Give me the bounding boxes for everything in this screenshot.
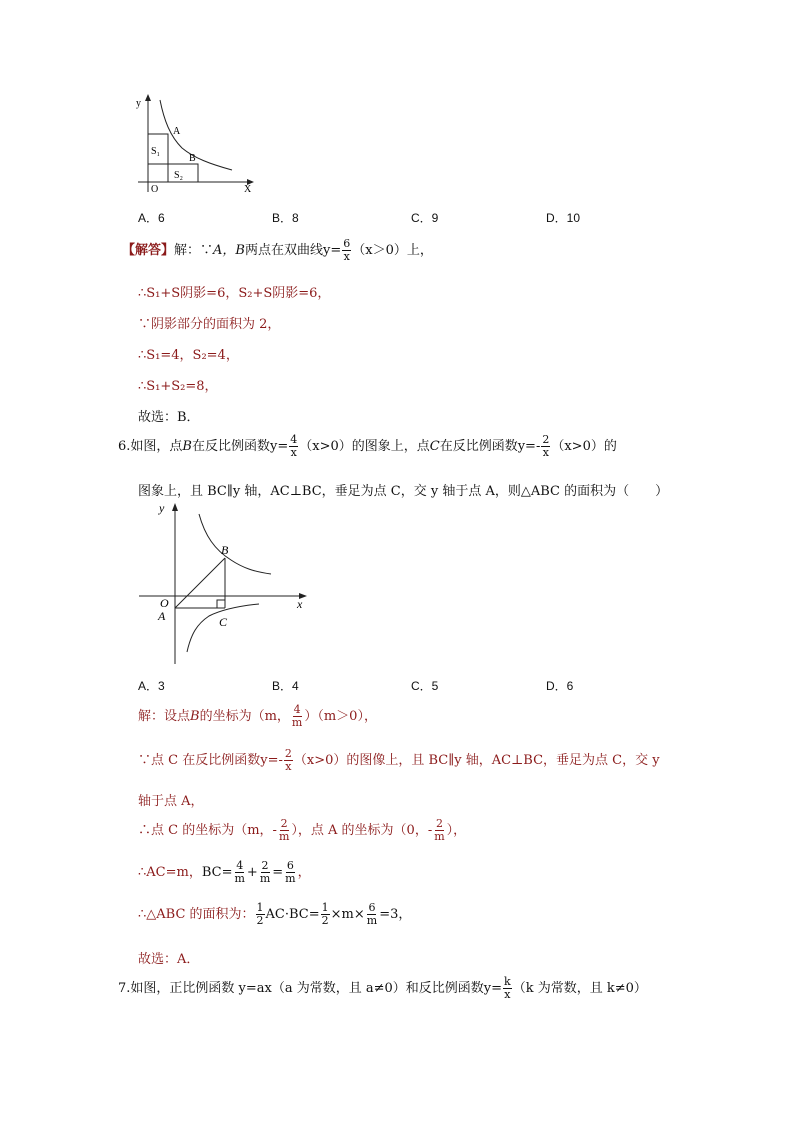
q5-option-a: A．6 <box>138 211 165 225</box>
answer-tag: 【解答】 <box>122 243 175 258</box>
q6-stem-line-2: 图象上，且 BC∥y 轴，AC⊥BC，垂足为点 C，交 y 轴于点 A，则△ABC 的面积为（ ） <box>138 484 669 499</box>
fig5-y-label: y <box>136 98 141 109</box>
q6-solution-line-3: 轴于点 A， <box>138 794 204 809</box>
fig5-x-label: X <box>244 184 252 195</box>
fig6-point-a: A <box>158 609 166 623</box>
fraction: $\frac{2}{x}$ <box>284 747 292 773</box>
q6-solution-line-4: ∴点 C 的坐标为（m，- $\frac{2}{m}$ ），点 A 的坐标为（0，- $\frac{2}{m}$ ）， <box>138 817 467 843</box>
figure-q5 <box>132 92 262 197</box>
q5-solution-line-5: ∴S₁+S₂=8， <box>138 379 218 394</box>
fraction: $\frac{2}{m}$ <box>434 817 445 843</box>
q6-solution-line-7: 故选：A． <box>138 952 200 967</box>
q5-solution-line-4: ∴S₁=4，S₂=4， <box>138 348 239 363</box>
fraction: $\frac{1}{2}$ <box>321 901 329 927</box>
fraction: $\frac{2}{m}$ <box>259 859 271 885</box>
fig6-y-label: y <box>159 501 165 515</box>
fraction: $\frac{k}{x}$ <box>504 975 511 1001</box>
q6-option-c: C．5 <box>411 679 439 693</box>
fig5-point-a: A <box>173 126 181 137</box>
fig5-origin-label: O <box>151 184 159 195</box>
q5-solution-line-3: ∵阴影部分的面积为 2， <box>138 317 281 332</box>
q5-solution-line-6: 故选：B． <box>138 410 200 425</box>
fraction: $\frac{6}{x}$ <box>343 237 351 263</box>
q5-option-d: D．10 <box>546 211 581 225</box>
fraction: $\frac{4}{m}$ <box>234 859 245 885</box>
fraction: $\frac{2}{x}$ <box>542 433 550 459</box>
q7-stem-line-1: 7.如图，正比例函数 y=ax（a 为常数，且 a≠0）和反比例函数y= $\frac{k}{x}$ （k 为常数，且 k≠0） <box>118 975 647 1001</box>
fig6-point-b: B <box>221 543 229 557</box>
fig5-s2: S₂ <box>174 170 184 181</box>
fig6-point-c: C <box>219 615 228 629</box>
q5-solution-line-1: 【解答】解：∵A，B两点在双曲线y= $\frac{6}{x}$ （x＞0）上， <box>122 237 433 263</box>
fig5-s1: S₁ <box>151 146 161 157</box>
q6-solution-line-5: ∴AC=m，BC= $\frac{4}{m}$ + $\frac{2}{m}$ = $\frac{6}{m}$ ， <box>138 859 311 885</box>
q5-solution-line-2: ∴S₁+S阴影=6，S₂+S阴影=6， <box>138 286 331 301</box>
fraction: $\frac{2}{m}$ <box>278 817 290 843</box>
fraction: $\frac{1}{2}$ <box>256 901 264 927</box>
fraction: $\frac{4}{m}$ <box>291 703 303 729</box>
fraction: $\frac{4}{x}$ <box>290 433 298 459</box>
q6-option-b: B．4 <box>272 679 299 693</box>
fraction: $\frac{6}{m}$ <box>366 901 378 927</box>
q6-stem-line-1: 6.如图，点B在反比例函数y= $\frac{4}{x}$ （x>0）的图象上，点C在反比例函数y=- $\frac{2}{x}$ （x>0）的 <box>118 433 617 459</box>
q6-solution-line-1: 解：设点B的坐标为（m， $\frac{4}{m}$ ）（m＞0）， <box>138 703 377 729</box>
q6-solution-line-6: ∴△ABC 的面积为： $\frac{1}{2}$ AC·BC= $\frac{1}{2}$ ×m× $\frac{6}{m}$ =3， <box>138 901 412 927</box>
q6-solution-line-2: ∵点 C 在反比例函数y=- $\frac{2}{x}$ （x>0）的图像上，且 BC∥y 轴，AC⊥BC，垂足为点 C，交 y <box>138 747 660 773</box>
q6-option-d: D．6 <box>546 679 574 693</box>
q5-option-c: C．9 <box>411 211 439 225</box>
fig6-x-label: x <box>297 597 303 611</box>
q6-option-a: A．3 <box>138 679 165 693</box>
fig6-origin-label: O <box>160 596 169 610</box>
fig5-point-b: B <box>189 153 196 164</box>
q5-option-b: B．8 <box>272 211 299 225</box>
figure-q6 <box>135 500 315 668</box>
fraction: $\frac{6}{m}$ <box>285 859 296 885</box>
